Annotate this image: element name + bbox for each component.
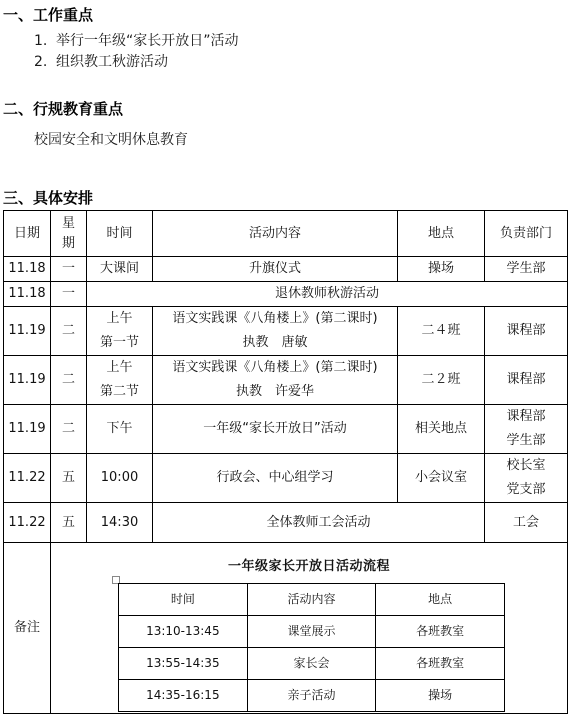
cell-dept: 工会: [485, 503, 568, 543]
cell-dept-line1: 课程部: [506, 409, 546, 424]
cell-date: 11.18: [4, 257, 51, 282]
cell-date: 11.18: [4, 282, 51, 307]
cell-time-line1: 上午: [106, 311, 133, 326]
cell-time-line1: 上午: [106, 360, 133, 375]
cell-place: 操场: [398, 257, 485, 282]
cell-place: 相关地点: [398, 405, 485, 454]
cell-time-line2: 第一节: [99, 335, 139, 350]
notes-cell: [51, 543, 568, 714]
list-item: [34, 53, 168, 71]
cell-weekday: 五: [51, 503, 87, 543]
cell-date: 11.19: [4, 307, 51, 356]
notes-label: 备注: [4, 543, 51, 714]
inner-cell-place: 操场: [376, 680, 505, 712]
header-weekday-bottom: 期: [61, 235, 75, 251]
behavior-education-text: 校园安全和文明休息教育: [34, 132, 188, 148]
schedule-table: [3, 210, 568, 714]
table-row: [4, 257, 568, 282]
table-row: [4, 282, 568, 307]
section-heading-schedule: 三、具体安排: [3, 189, 94, 207]
cell-content: 升旗仪式: [153, 257, 398, 282]
table-header-row: [4, 211, 568, 257]
cell-dept: [485, 454, 568, 503]
section-heading-behavior-education: 二、行规教育重点: [3, 100, 124, 118]
section-heading-work-focus: 一、工作重点: [3, 6, 94, 24]
table-row: [4, 307, 568, 356]
cell-date: 11.22: [4, 503, 51, 543]
table-notes-row: [4, 543, 568, 714]
table-row: [4, 454, 568, 503]
cell-dept: 学生部: [485, 257, 568, 282]
inner-cell-time: 14:35-16:15: [119, 680, 248, 712]
cell-place: 二２班: [398, 356, 485, 405]
header-dept: 负责部门: [485, 211, 568, 257]
cell-dept: 课程部: [485, 307, 568, 356]
list-text: 组织教工秋游活动: [56, 54, 168, 70]
cell-dept: [485, 405, 568, 454]
inner-row: [119, 680, 505, 712]
cell-time: 14:30: [87, 503, 153, 543]
cell-content: [153, 356, 398, 405]
cell-content-line2: 执教 许爱华: [235, 384, 314, 399]
header-weekday-top: 星: [61, 215, 75, 231]
cell-weekday: 二: [51, 405, 87, 454]
inner-cell-place: 各班教室: [376, 648, 505, 680]
inner-cell-content: 课堂展示: [247, 616, 376, 648]
inner-cell-content: 亲子活动: [247, 680, 376, 712]
cell-content: 退休教师秋游活动: [274, 286, 379, 301]
cell-dept-line2: 学生部: [506, 433, 546, 448]
list-item: [34, 32, 239, 50]
cell-date: 11.22: [4, 454, 51, 503]
cell-dept: 课程部: [485, 356, 568, 405]
cell-time: [87, 356, 153, 405]
cell-content-line2: 执教 唐敏: [242, 335, 308, 350]
list-number: 1.: [34, 33, 48, 49]
cell-content: 行政会、中心组学习: [153, 454, 398, 503]
cell-weekday: 二: [51, 356, 87, 405]
activity-flow-title: 一年级家长开放日活动流程: [227, 559, 390, 574]
inner-cell-content: 家长会: [247, 648, 376, 680]
table-row: [4, 356, 568, 405]
header-place: 地点: [398, 211, 485, 257]
inner-header-row: [119, 584, 505, 616]
list-text: 举行一年级“家长开放日”活动: [56, 33, 239, 49]
inner-header-content: 活动内容: [247, 584, 376, 616]
list-number: 2.: [34, 54, 48, 70]
cell-date: 11.19: [4, 405, 51, 454]
cell-weekday: 二: [51, 307, 87, 356]
cell-time: [87, 307, 153, 356]
cell-content-merged: [87, 282, 568, 307]
activity-flow-block: [51, 543, 567, 713]
inner-header-place: 地点: [376, 584, 505, 616]
inner-header-time: 时间: [119, 584, 248, 616]
cell-content: 一年级“家长开放日”活动: [153, 405, 398, 454]
cell-dept-line1: 校长室: [506, 458, 546, 473]
cell-time: 10:00: [87, 454, 153, 503]
cell-weekday: 五: [51, 454, 87, 503]
cell-time: 下午: [87, 405, 153, 454]
cell-place: 小会议室: [398, 454, 485, 503]
cell-weekday: 一: [51, 282, 87, 307]
cell-content-line1: 语文实践课《八角楼上》(第二课时): [172, 311, 378, 326]
inner-cell-time: 13:10-13:45: [119, 616, 248, 648]
cell-weekday: 一: [51, 257, 87, 282]
inner-cell-place: 各班教室: [376, 616, 505, 648]
inner-row: [119, 616, 505, 648]
cell-time-line2: 第二节: [99, 384, 139, 399]
cell-date: 11.19: [4, 356, 51, 405]
cell-time: 大课间: [87, 257, 153, 282]
cell-content: 全体教师工会活动: [153, 503, 485, 543]
header-content: 活动内容: [153, 211, 398, 257]
inner-cell-time: 13:55-14:35: [119, 648, 248, 680]
cell-content: [153, 307, 398, 356]
header-date: 日期: [4, 211, 51, 257]
header-time: 时间: [87, 211, 153, 257]
table-row: [4, 503, 568, 543]
inner-row: [119, 648, 505, 680]
cell-content-line1: 语文实践课《八角楼上》(第二课时): [172, 360, 378, 375]
table-row: [4, 405, 568, 454]
header-weekday: [51, 211, 87, 257]
cell-dept-line2: 党支部: [506, 482, 546, 497]
cell-place: 二４班: [398, 307, 485, 356]
activity-flow-table: [118, 583, 505, 712]
